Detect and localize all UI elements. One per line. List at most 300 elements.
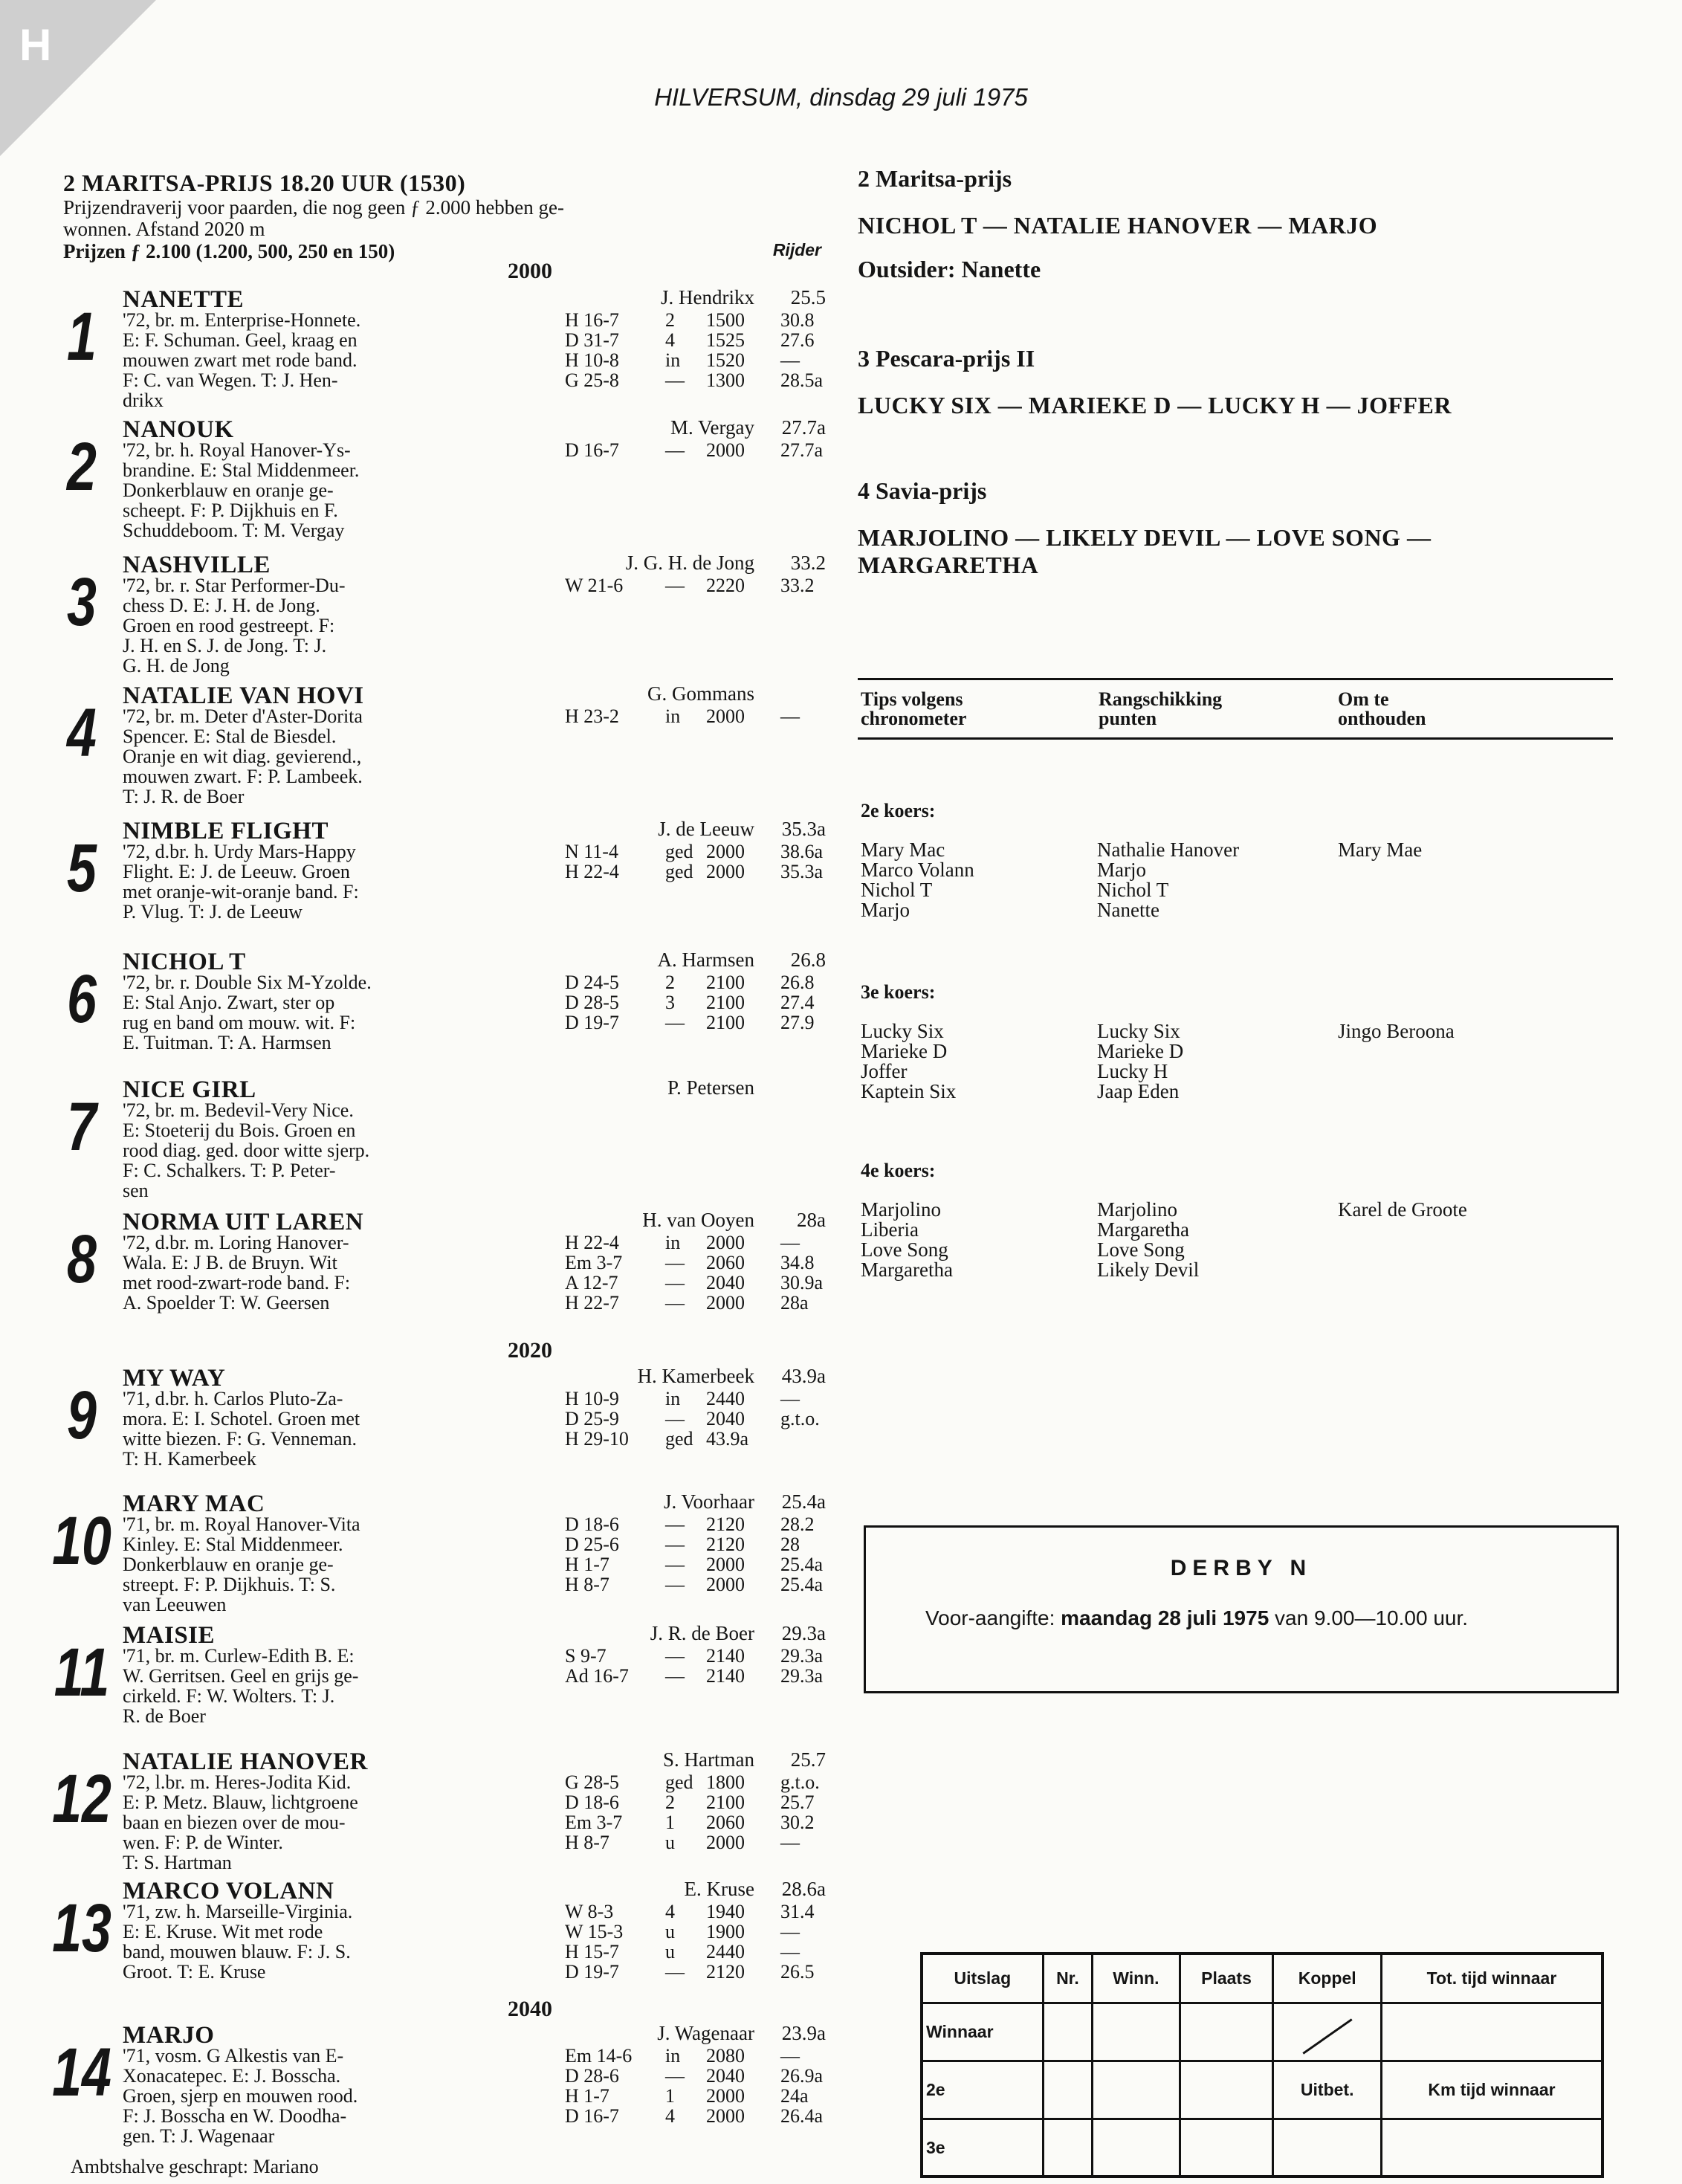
koers-column-onthouden <box>1338 840 1422 860</box>
horse-number: 7 <box>67 1089 97 1165</box>
horse-description <box>123 706 554 807</box>
description-line: '72, br. h. Royal Hanover-Ys- <box>123 439 351 461</box>
result-row-label: 3e <box>922 2119 1043 2177</box>
description-line: E: Stal Anjo. Zwart, ster op <box>123 992 335 1013</box>
performance-cell: — <box>665 1961 685 1983</box>
description-line: mouwen zwart. F: P. Lambeek. <box>123 766 363 787</box>
description-line: Schuddeboom. T: M. Vergay <box>123 520 345 541</box>
scratched-note: Ambtshalve geschrapt: Mariano <box>71 2156 319 2177</box>
performance-cell: 1900 <box>706 1921 745 1942</box>
performance-cell: 2100 <box>706 972 745 993</box>
performance-cell: 25.7 <box>780 1792 815 1813</box>
performance-cell: 2000 <box>706 2105 745 2127</box>
result-table <box>920 1952 1604 2178</box>
col-header-onthouden: Om te onthouden <box>1338 688 1426 729</box>
jockey-rating: 25.7 <box>790 1748 826 1771</box>
performance-cell: 2000 <box>706 861 745 882</box>
performance-cell: W 21-6 <box>565 575 624 596</box>
performance-cell: 1940 <box>706 1901 745 1922</box>
result-row-label: 2e <box>922 2061 1043 2119</box>
performance-cell: 1500 <box>706 309 745 331</box>
horse-description <box>123 1902 554 1982</box>
performance-cell: 2000 <box>706 439 745 461</box>
distance-marker: 2000 <box>508 259 552 283</box>
performance-cell: 2 <box>665 972 675 993</box>
performance-cell: ged <box>665 1428 693 1450</box>
race-prizes: Prijzen ƒ 2.100 (1.200, 500, 250 en 150) Rijder <box>63 240 821 262</box>
performance-cell: H 22-4 <box>565 1232 619 1253</box>
performance-cell: — <box>665 1534 685 1555</box>
jockey <box>613 2022 881 2045</box>
jockey-name: J. Wagenaar <box>657 2022 754 2044</box>
horse-number: 2 <box>67 429 97 505</box>
performance-cell: H 1-7 <box>565 2085 609 2107</box>
performance-cell: 2120 <box>706 1513 745 1535</box>
table-rule-bottom <box>858 737 1613 740</box>
jockey <box>613 1365 881 1388</box>
performance-cell: 26.9a <box>780 2065 824 2087</box>
description-line: '71, zw. h. Marseille-Virginia. <box>123 1901 353 1922</box>
result-cell[interactable] <box>1093 2003 1180 2061</box>
tip-savia: 4 Savia-prijs MARJOLINO — LIKELY DEVIL — LOVE SONG — MARGARETHA <box>858 477 1432 578</box>
performance-cell: — <box>780 705 800 727</box>
performance-cell: 2060 <box>706 1812 745 1833</box>
jockey <box>613 1748 881 1771</box>
performance-cell: H 22-7 <box>565 1292 619 1314</box>
performance-cell: D 16-7 <box>565 2105 619 2127</box>
horse-tip: Mary Mac <box>861 839 945 861</box>
description-line: Flight. E: J. de Leeuw. Groen <box>123 861 350 882</box>
jockey-name: G. Gommans <box>647 682 754 705</box>
performance-cell: — <box>780 349 800 371</box>
horse-number: 9 <box>67 1377 97 1453</box>
horse-description <box>123 1100 554 1201</box>
horse-number: 8 <box>67 1221 97 1297</box>
description-line: cirkeld. F: W. Wolters. T: J. <box>123 1685 335 1707</box>
performance-cell: 25.4a <box>780 1574 824 1595</box>
performance-cell: D 28-6 <box>565 2065 619 2087</box>
koers-column-punten <box>1097 1021 1183 1102</box>
distance-marker: 2020 <box>508 1338 552 1363</box>
performance-cell: — <box>780 1832 800 1853</box>
performance-cell: — <box>665 1645 685 1667</box>
performance-cell: 2440 <box>706 1388 745 1409</box>
performance-cell: 2000 <box>706 1574 745 1595</box>
jockey-name: J. R. de Boer <box>650 1622 754 1644</box>
horse-name: NATALIE VAN HOVI <box>123 682 364 709</box>
performance-cell: H 22-4 <box>565 861 619 882</box>
horse-name: NASHVILLE <box>123 552 271 578</box>
performance-cell: — <box>665 1272 685 1293</box>
description-line: '72, d.br. m. Loring Hanover- <box>123 1232 349 1253</box>
performance-cell: 2040 <box>706 1408 745 1429</box>
performance-cell: 26.5 <box>780 1961 815 1983</box>
description-line: rug en band om mouw. wit. F: <box>123 1012 356 1033</box>
performance-cell: in <box>665 2045 681 2067</box>
description-line: '72, br. m. Bedevil-Very Nice. <box>123 1099 354 1121</box>
description-line: A. Spoelder T: W. Geersen <box>123 1292 330 1314</box>
performance-cell: D 18-6 <box>565 1513 619 1535</box>
description-line: '71, d.br. h. Carlos Pluto-Za- <box>123 1388 343 1409</box>
performance-cell: 2 <box>665 1792 675 1813</box>
performance-cell: 31.4 <box>780 1901 815 1922</box>
description-line: '72, l.br. m. Heres-Jodita Kid. <box>123 1771 352 1793</box>
performance-cell: in <box>665 1232 681 1253</box>
description-line: '72, d.br. h. Urdy Mars-Happy <box>123 841 356 862</box>
performance-cell: H 10-8 <box>565 349 619 371</box>
koppel-slash-cell <box>1273 2003 1381 2061</box>
horse-description <box>123 972 554 1053</box>
result-header: Nr. <box>1043 1954 1093 2003</box>
performance-cell: 43.9a <box>706 1428 749 1450</box>
horse-tip: Nichol T <box>1097 879 1169 901</box>
description-line: Donkerblauw en oranje ge- <box>123 1554 334 1575</box>
uitbet-label: Uitbet. <box>1273 2061 1381 2119</box>
koers-column-onthouden <box>1338 1200 1467 1220</box>
performance-cell: — <box>665 1554 685 1575</box>
description-line: Spencer. E: Stal de Biesdel. <box>123 726 337 747</box>
performance-cell: 34.8 <box>780 1252 815 1273</box>
result-cell[interactable] <box>1093 2061 1180 2119</box>
description-line: '72, br. r. Double Six M-Yzolde. <box>123 972 372 993</box>
jockey-rating: 28a <box>797 1209 826 1231</box>
result-cell[interactable] <box>1180 2003 1273 2061</box>
description-line: R. de Boer <box>123 1705 206 1727</box>
horse-tip: Marieke D <box>861 1040 948 1062</box>
horse-tip: Marjo <box>1097 859 1146 881</box>
jockey-rating: 27.7a <box>781 416 826 439</box>
jockey-name: S. Hartman <box>663 1748 754 1771</box>
distance-marker: 2040 <box>508 1997 552 2021</box>
result-cell[interactable] <box>1043 2119 1093 2177</box>
rider-label: Rijder <box>772 240 821 259</box>
jockey <box>613 682 881 705</box>
performance-cell: 1300 <box>706 369 745 391</box>
col-header-chrono: Tips volgens chronometer <box>861 688 967 729</box>
performance-cell: — <box>665 439 685 461</box>
performance-cell: H 23-2 <box>565 705 619 727</box>
horse-description <box>123 575 554 676</box>
result-cell[interactable] <box>1043 2061 1093 2119</box>
horse-tip: Marjolino <box>1097 1198 1177 1221</box>
performance-cell: u <box>665 1941 675 1962</box>
slash-mark <box>1302 2018 1352 2054</box>
performance-cell: H 10-9 <box>565 1388 619 1409</box>
jockey <box>613 1622 881 1645</box>
horse-number: 3 <box>67 564 97 640</box>
description-line: chess D. E: J. H. de Jong. <box>123 595 320 616</box>
horse-number: 5 <box>67 830 97 906</box>
description-line: T: S. Hartman <box>123 1852 232 1873</box>
description-line: E: E. Kruse. Wit met rode <box>123 1921 323 1942</box>
horse-description <box>123 2046 554 2146</box>
description-line: met rood-zwart-rode band. F: <box>123 1272 351 1293</box>
jockey-rating: 43.9a <box>781 1365 826 1387</box>
horse-tip: Margaretha <box>1097 1218 1189 1241</box>
jockey <box>613 1076 881 1099</box>
horse-name: MY WAY <box>123 1365 226 1392</box>
koers-column-onthouden <box>1338 1021 1455 1041</box>
description-line: met oranje-wit-oranje band. F: <box>123 881 359 902</box>
horse-tip: Nichol T <box>861 879 933 901</box>
description-line: mouwen zwart met rode band. <box>123 349 358 371</box>
result-cell[interactable] <box>1381 2003 1602 2061</box>
horse-tip: Karel de Groote <box>1338 1198 1467 1221</box>
performance-cell: — <box>665 369 685 391</box>
horse-tip: Marco Volann <box>861 859 974 881</box>
performance-cell: 3 <box>665 992 675 1013</box>
performance-cell: 2080 <box>706 2045 745 2067</box>
description-line: streept. F: P. Dijkhuis. T: S. <box>123 1574 336 1595</box>
jockey-name: J. Voorhaar <box>664 1490 754 1513</box>
performance-cell: 28.2 <box>780 1513 815 1535</box>
horse-tip: Nathalie Hanover <box>1097 839 1240 861</box>
performance-cell: 2 <box>665 309 675 331</box>
description-line: J. H. en S. J. de Jong. T: J. <box>123 635 327 656</box>
result-cell[interactable] <box>1043 2003 1093 2061</box>
derby-text: Voor-aangifte: maandag 28 juli 1975 van 9.00—10.00 uur. <box>925 1606 1469 1629</box>
performance-cell: — <box>780 1388 800 1409</box>
jockey <box>613 949 881 972</box>
horse-number: 13 <box>52 1890 111 1966</box>
horse-tip: Margaretha <box>861 1259 953 1281</box>
horse-tip: Lucky Six <box>1097 1020 1180 1042</box>
description-line: mora. E: I. Schotel. Groen met <box>123 1408 360 1429</box>
performance-cell: — <box>780 2045 800 2067</box>
performance-cell: 30.9a <box>780 1272 824 1293</box>
description-line: Oranje en wit diag. gevierend., <box>123 746 362 767</box>
performance-cell: D 18-6 <box>565 1792 619 1813</box>
description-line: witte biezen. F: G. Venneman. <box>123 1428 358 1450</box>
performance-cell: 1 <box>665 1812 675 1833</box>
horse-description <box>123 1772 554 1873</box>
performance-cell: D 25-6 <box>565 1534 619 1555</box>
performance-cell: Em 14-6 <box>565 2045 633 2067</box>
jockey-rating: 33.2 <box>790 552 826 574</box>
performance-cell: W 8-3 <box>565 1901 614 1922</box>
koers-column-chrono <box>861 840 974 920</box>
performance-cell: H 15-7 <box>565 1941 619 1962</box>
description-line: W. Gerritsen. Geel en grijs ge- <box>123 1665 359 1687</box>
performance-cell: D 16-7 <box>565 439 619 461</box>
horse-description <box>123 1646 554 1726</box>
performance-cell: H 8-7 <box>565 1574 609 1595</box>
performance-cell: — <box>780 1941 800 1962</box>
description-line: van Leeuwen <box>123 1594 227 1615</box>
performance-cell: in <box>665 349 681 371</box>
performance-cell: 28a <box>780 1292 809 1314</box>
performance-cell: 27.7a <box>780 439 824 461</box>
horse-name: NATALIE HANOVER <box>123 1748 368 1775</box>
performance-cell: 2140 <box>706 1645 745 1667</box>
horse-description <box>123 440 554 540</box>
performance-cell: H 1-7 <box>565 1554 609 1575</box>
horse-name: NANETTE <box>123 286 245 313</box>
performance-cell: 2120 <box>706 1534 745 1555</box>
performance-cell: 2000 <box>706 841 745 862</box>
description-line: E: F. Schuman. Geel, kraag en <box>123 329 358 351</box>
horse-description <box>123 1232 554 1313</box>
horse-name: MAISIE <box>123 1622 216 1649</box>
description-line: '71, br. m. Royal Hanover-Vita <box>123 1513 360 1535</box>
description-line: '71, br. m. Curlew-Edith B. E: <box>123 1645 355 1667</box>
performance-cell: G 28-5 <box>565 1771 619 1793</box>
description-line: '72, br. m. Enterprise-Honnete. <box>123 309 361 331</box>
horse-tip: Love Song <box>861 1238 948 1261</box>
description-line: E. Tuitman. T: A. Harmsen <box>123 1032 331 1053</box>
performance-cell: 28 <box>780 1534 800 1555</box>
performance-cell: 4 <box>665 329 675 351</box>
horse-tip: Lucky H <box>1097 1060 1168 1082</box>
description-line: baan en biezen over de mou- <box>123 1812 346 1833</box>
performance-cell: H 29-10 <box>565 1428 629 1450</box>
horse-tip: Jingo Beroona <box>1338 1020 1455 1042</box>
performance-cell: H 8-7 <box>565 1832 609 1853</box>
description-line: Groot. T: E. Kruse <box>123 1961 266 1983</box>
performance-cell: 1520 <box>706 349 745 371</box>
performance-cell: — <box>665 1408 685 1429</box>
performance-cell: — <box>665 2065 685 2087</box>
jockey-rating: 28.6a <box>781 1878 826 1900</box>
page-header: HILVERSUM, dinsdag 29 juli 1975 <box>654 83 1028 111</box>
performance-cell: D 19-7 <box>565 1961 619 1983</box>
result-cell[interactable] <box>1381 2119 1602 2177</box>
horse-number: 10 <box>52 1503 111 1579</box>
performance-cell: 30.8 <box>780 309 815 331</box>
performance-cell: 2140 <box>706 1665 745 1687</box>
jockey-rating: 26.8 <box>790 949 826 971</box>
result-cell[interactable] <box>1093 2119 1180 2177</box>
jockey-name: A. Harmsen <box>657 949 754 971</box>
description-line: E: Stoeterij du Bois. Groen en <box>123 1120 356 1141</box>
horse-tip: Marieke D <box>1097 1040 1184 1062</box>
performance-cell: 2000 <box>706 2085 745 2107</box>
performance-cell: 27.9 <box>780 1012 815 1033</box>
koers-column-punten <box>1097 1200 1199 1280</box>
performance-cell: g.t.o. <box>780 1408 820 1429</box>
horse-number: 4 <box>67 695 97 771</box>
performance-cell: 26.8 <box>780 972 815 993</box>
performance-cell: — <box>665 1574 685 1595</box>
description-line: '72, br. r. Star Performer-Du- <box>123 575 346 596</box>
horse-number: 12 <box>52 1761 111 1837</box>
horse-name: MARCO VOLANN <box>123 1878 334 1904</box>
performance-cell: 2100 <box>706 992 745 1013</box>
race-description: Prijzendraverij voor paarden, die nog geen ƒ 2.000 hebben ge- wonnen. Afstand 2020 m <box>63 196 565 240</box>
jockey-rating: 23.9a <box>781 2022 826 2044</box>
performance-cell: u <box>665 1921 675 1942</box>
koers-label: 2e koers: <box>861 800 936 821</box>
jockey <box>613 818 881 841</box>
horse-number: 11 <box>54 1635 110 1710</box>
jockey-name: H. Kamerbeek <box>637 1365 754 1387</box>
result-header: Tot. tijd winnaar <box>1381 1954 1602 2003</box>
performance-cell: 4 <box>665 2105 675 2127</box>
performance-cell: 28.5a <box>780 369 824 391</box>
performance-cell: ged <box>665 1771 693 1793</box>
performance-cell: — <box>780 1232 800 1253</box>
performance-cell: ged <box>665 861 693 882</box>
performance-cell: — <box>665 1012 685 1033</box>
performance-cell: ged <box>665 841 693 862</box>
horse-name: NANOUK <box>123 416 234 443</box>
result-cell[interactable] <box>1180 2119 1273 2177</box>
horse-description <box>123 1389 554 1469</box>
performance-cell: 27.4 <box>780 992 815 1013</box>
koers-column-chrono <box>861 1021 956 1102</box>
koers-column-chrono <box>861 1200 953 1280</box>
description-line: band, mouwen blauw. F: J. S. <box>123 1941 351 1962</box>
horse-name: NIMBLE FLIGHT <box>123 818 329 844</box>
performance-cell: 2040 <box>706 1272 745 1293</box>
description-line: F: J. Bosscha en W. Doodha- <box>123 2105 347 2127</box>
horse-name: MARY MAC <box>123 1490 265 1517</box>
description-line: scheept. F: P. Dijkhuis en F. <box>123 500 338 521</box>
race-title: 2 MARITSA-PRIJS 18.20 UUR (1530) <box>63 169 466 196</box>
derby-title: DERBY N <box>1170 1556 1313 1580</box>
result-cell[interactable] <box>1273 2119 1381 2177</box>
performance-cell: D 25-9 <box>565 1408 619 1429</box>
performance-cell: 2040 <box>706 2065 745 2087</box>
horse-name: MARJO <box>123 2022 215 2049</box>
koers-label: 4e koers: <box>861 1160 936 1181</box>
performance-cell: in <box>665 705 681 727</box>
horse-number: 6 <box>67 961 97 1037</box>
race-header <box>63 169 821 264</box>
horse-tip: Marjo <box>861 899 910 921</box>
performance-cell: 4 <box>665 1901 675 1922</box>
jockey-name: J. de Leeuw <box>658 818 754 840</box>
performance-cell: Em 3-7 <box>565 1252 623 1273</box>
performance-cell: 2220 <box>706 575 745 596</box>
performance-cell: 24a <box>780 2085 809 2107</box>
horse-tip: Lucky Six <box>861 1020 944 1042</box>
performance-cell: g.t.o. <box>780 1771 820 1793</box>
tip-maritsa: 2 Maritsa-prijs NICHOL T — NATALIE HANOVER — MARJO Outsider: Nanette <box>858 165 1378 282</box>
performance-cell: 2100 <box>706 1792 745 1813</box>
performance-cell: 2100 <box>706 1012 745 1033</box>
result-cell[interactable] <box>1180 2061 1273 2119</box>
jockey-name: H. van Ooyen <box>642 1209 754 1231</box>
horse-name: NICE GIRL <box>123 1076 256 1103</box>
description-line: F: C. van Wegen. T: J. Hen- <box>123 369 338 391</box>
description-line: P. Vlug. T: J. de Leeuw <box>123 901 303 923</box>
performance-cell: — <box>665 1252 685 1273</box>
description-line: Kinley. E: Stal Middenmeer. <box>123 1534 343 1555</box>
result-header: Koppel <box>1273 1954 1381 2003</box>
performance-cell: — <box>665 1665 685 1687</box>
horse-number: 14 <box>52 2035 111 2110</box>
tip-pescara: 3 Pescara-prijs II LUCKY SIX — MARIEKE D — LUCKY H — JOFFER <box>858 345 1452 419</box>
description-line: Groen, sjerp en mouwen rood. <box>123 2085 358 2107</box>
description-line: G. H. de Jong <box>123 655 230 676</box>
performance-cell: — <box>665 1513 685 1535</box>
horse-tip: Joffer <box>861 1060 908 1082</box>
horse-tip: Marjolino <box>861 1198 941 1221</box>
performance-cell: D 31-7 <box>565 329 619 351</box>
performance-cell: — <box>780 1921 800 1942</box>
horse-tip: Mary Mae <box>1338 839 1423 861</box>
description-line: gen. T: J. Wagenaar <box>123 2125 275 2147</box>
horse-description <box>123 1514 554 1615</box>
performance-cell: 2440 <box>706 1941 745 1962</box>
performance-cell: D 28-5 <box>565 992 619 1013</box>
description-line: T: H. Kamerbeek <box>123 1448 256 1470</box>
horse-tip: Liberia <box>861 1218 919 1241</box>
jockey <box>613 1878 881 1901</box>
jockey-name: J. G. H. de Jong <box>625 552 754 574</box>
description-line: Donkerblauw en oranje ge- <box>123 479 334 501</box>
